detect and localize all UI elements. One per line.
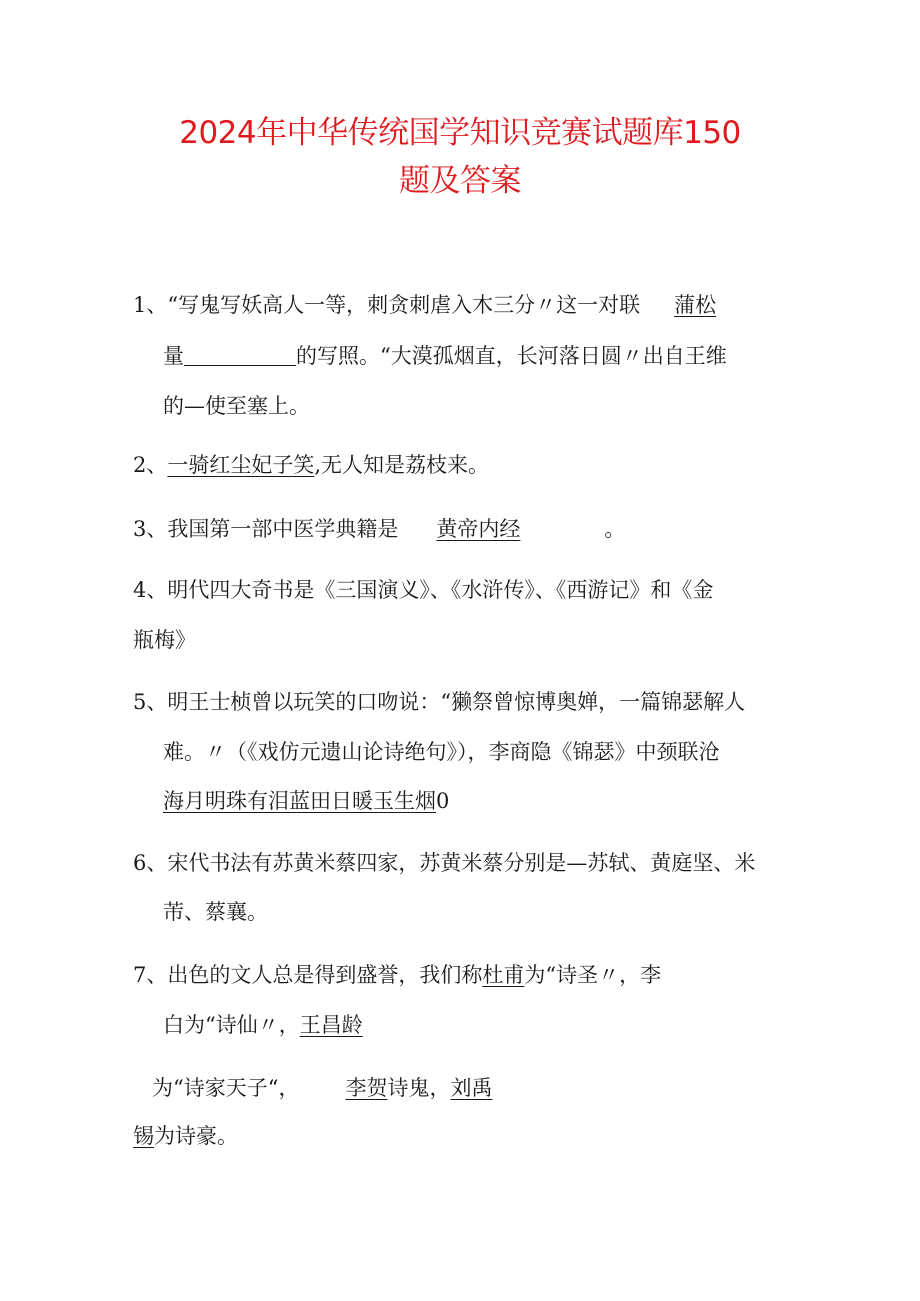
question-2 [133, 450, 489, 480]
question-7-answer-4: 刘禹 [450, 1076, 493, 1100]
question-3-text: 3、我国第一部中医学典籍是 [133, 517, 399, 541]
question-7-line-1 [133, 960, 661, 990]
question-2-answer: 一骑红尘妃子笑 [167, 453, 315, 477]
question-1-line-1 [133, 290, 716, 320]
question-7-text-2: 为“诗圣〃，李 [524, 963, 662, 987]
question-1-answer-1: 蒲松 [674, 293, 717, 317]
question-7-text-5: 诗鬼， [387, 1076, 451, 1100]
question-6-line-2: 芾、蔡襄。 [163, 900, 268, 924]
question-7-text: 7、出色的文人总是得到盛誉，我们称 [133, 963, 483, 987]
question-3 [133, 514, 625, 544]
question-5-line-2: 难。〃（《戏仿元遗山论诗绝句》），李商隐《锦瑟》中颈联沧 [163, 740, 720, 764]
question-1-line-3: 的—使至塞上。 [163, 394, 310, 418]
question-7-text-6: 为诗豪。 [154, 1124, 238, 1148]
question-1-blank [184, 345, 296, 366]
question-4-line-2: 瓶梅》 [133, 628, 196, 652]
question-7-text-4: 为“诗家天子“， [152, 1076, 300, 1100]
question-5-line-1: 5、明王士桢曾以玩笑的口吻说：“獭祭曾惊博奥婵，一篇锦瑟解人 [133, 690, 746, 714]
question-7-answer-4-tail: 锡 [133, 1124, 154, 1148]
page-title-line-1: 2024年中华传统国学知识竞赛试题库150 [179, 115, 741, 151]
question-1-answer-tail: 量 [163, 344, 184, 368]
question-7-line-4 [133, 1121, 238, 1151]
question-7-line-2 [163, 1010, 363, 1040]
question-3-answer: 黄帝内经 [436, 517, 521, 541]
question-7-answer-2: 王昌龄 [299, 1013, 363, 1037]
question-5-end: 0 [436, 789, 450, 813]
question-6-line-1: 6、宋代书法有苏黄米蔡四家，苏黄米蔡分别是—苏轼、黄庭坚、米 [133, 851, 756, 875]
question-7-line-3 [152, 1073, 492, 1103]
question-7-answer-1: 杜甫 [482, 963, 525, 987]
question-1-text: 1、“写鬼写妖高人一等，刺贪刺虐入木三分〃这一对联 [133, 293, 641, 317]
question-2-text: ,无人知是荔枝来。 [314, 453, 490, 477]
question-4-line-1: 4、明代四大奇书是《三国演义》、《水浒传》、《西游记》和《金 [133, 578, 714, 602]
question-5-line-3 [163, 786, 449, 816]
question-7-answer-3: 李贺 [345, 1076, 388, 1100]
page-title-line-2: 题及答案 [399, 163, 521, 199]
question-3-end: 。 [604, 517, 626, 541]
question-7-text-3: 白为“诗仙〃， [163, 1013, 300, 1037]
question-1-line-2 [163, 341, 727, 371]
question-2-number: 2、 [133, 453, 168, 477]
question-5-answer: 海月明珠有泪蓝田日暖玉生烟 [163, 789, 436, 813]
question-1-text-2: 的写照。“大漠孤烟直，长河落日圆〃出自王维 [296, 344, 727, 368]
